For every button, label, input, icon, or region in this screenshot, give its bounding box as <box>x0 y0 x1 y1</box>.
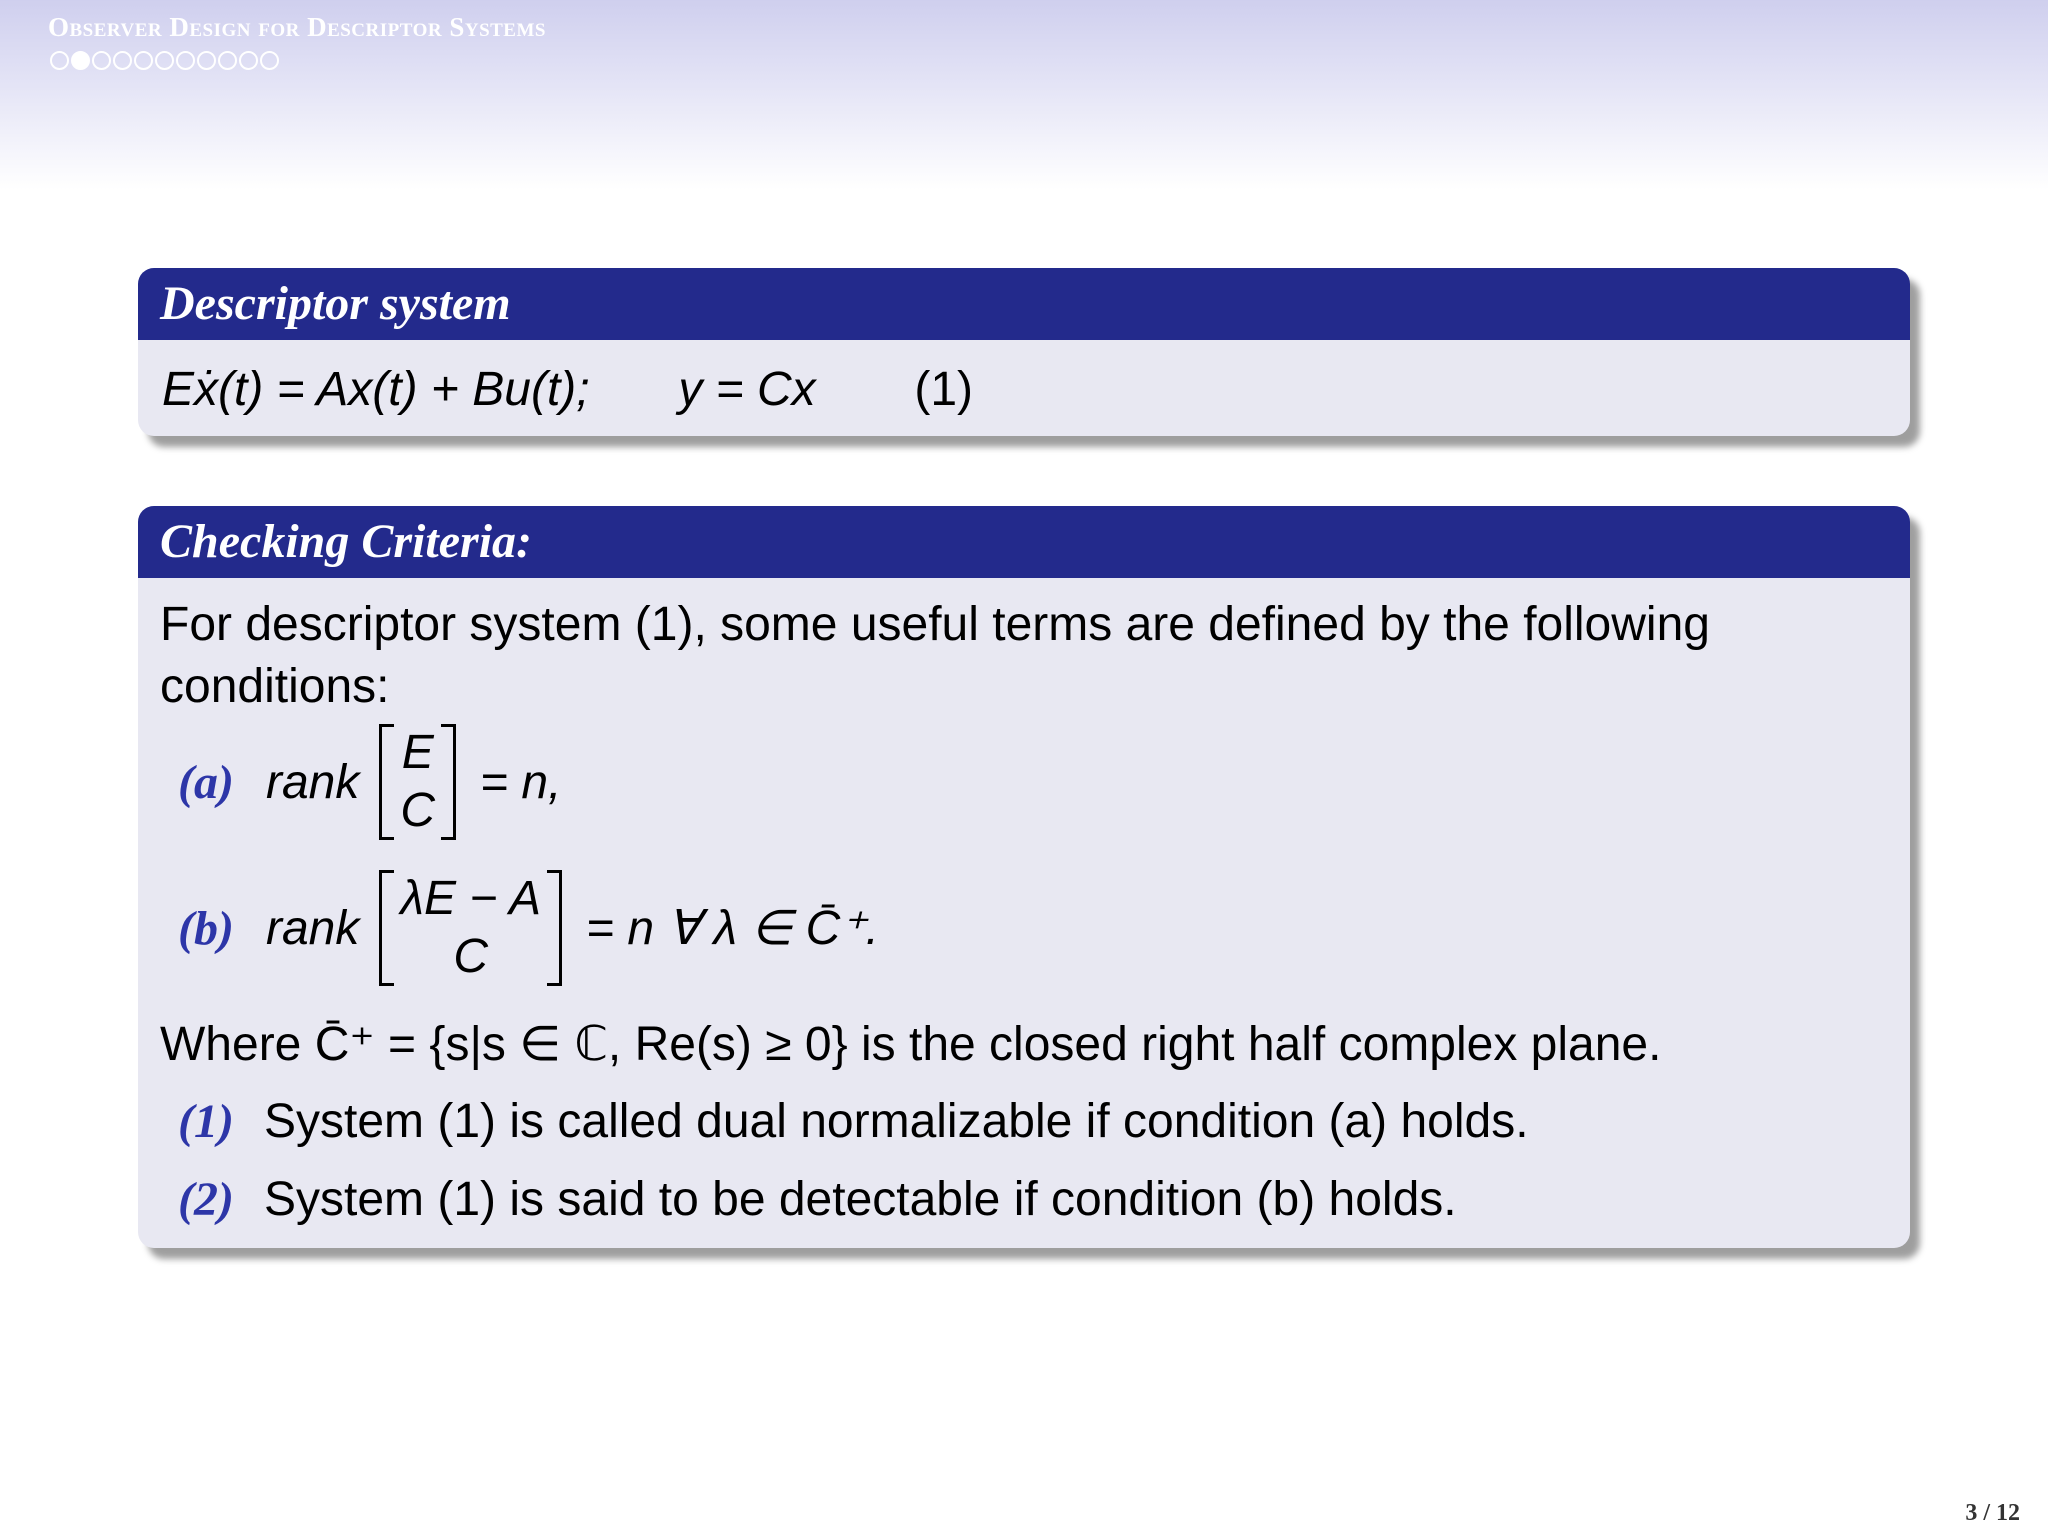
nav-dot[interactable] <box>218 51 237 70</box>
item-text: System (1) is called dual normalizable if condition (a) holds. <box>264 1095 1529 1148</box>
criterion-b <box>178 870 879 986</box>
checking-criteria-block <box>138 506 1910 1248</box>
criterion-rhs: = n, <box>480 755 562 809</box>
nav-dot-current[interactable] <box>71 51 90 70</box>
equation-rhs: y = Cx <box>678 363 816 416</box>
nav-dot[interactable] <box>50 51 69 70</box>
presentation-title: Observer Design for Descriptor Systems <box>48 12 546 42</box>
matrix-top: E <box>401 726 434 779</box>
slide-header <box>0 0 2048 190</box>
where-definition: Where C̄⁺ = {s|s ∈ ℂ, Re(s) ≥ 0} is the closed right half complex plane. <box>160 1018 1662 1071</box>
descriptor-system-block <box>138 268 1910 436</box>
item-label: (2) <box>178 1173 234 1226</box>
item-label: (1) <box>178 1095 234 1148</box>
list-item <box>178 1094 1529 1149</box>
matrix-top: λE − A <box>400 872 541 925</box>
rank-text: rank <box>266 901 360 955</box>
criterion-label: (b) <box>178 901 234 955</box>
nav-dot[interactable] <box>92 51 111 70</box>
intro-paragraph: For descriptor system (1), some useful terms are defined by the following conditions: <box>160 598 1710 713</box>
nav-dot[interactable] <box>260 51 279 70</box>
nav-dot[interactable] <box>134 51 153 70</box>
nav-dot[interactable] <box>176 51 195 70</box>
criterion-rhs: = n ∀ λ ∈ C̄⁺. <box>585 902 879 955</box>
matrix-lambda-e-a-c <box>379 870 562 986</box>
block-title: Checking Criteria: <box>138 506 1910 578</box>
list-item <box>178 1172 1457 1227</box>
matrix-bottom: C <box>400 784 436 837</box>
equation-number: (1) <box>914 363 974 416</box>
page-number: 3 / 12 <box>1965 1500 2020 1526</box>
slide-navigation-dots <box>50 51 279 70</box>
nav-dot[interactable] <box>155 51 174 70</box>
rank-text: rank <box>266 755 360 809</box>
matrix-bottom: C <box>453 930 488 983</box>
matrix-e-c <box>379 724 456 840</box>
item-text: System (1) is said to be detectable if condition (b) holds. <box>264 1173 1457 1226</box>
nav-dot[interactable] <box>197 51 216 70</box>
block-title: Descriptor system <box>138 268 1910 340</box>
nav-dot[interactable] <box>113 51 132 70</box>
nav-dot[interactable] <box>239 51 258 70</box>
criterion-a <box>178 724 561 840</box>
criterion-label: (a) <box>178 755 234 809</box>
equation-lhs: Eẋ(t) = Ax(t) + Bu(t); <box>162 363 590 416</box>
descriptor-equation <box>162 362 973 417</box>
